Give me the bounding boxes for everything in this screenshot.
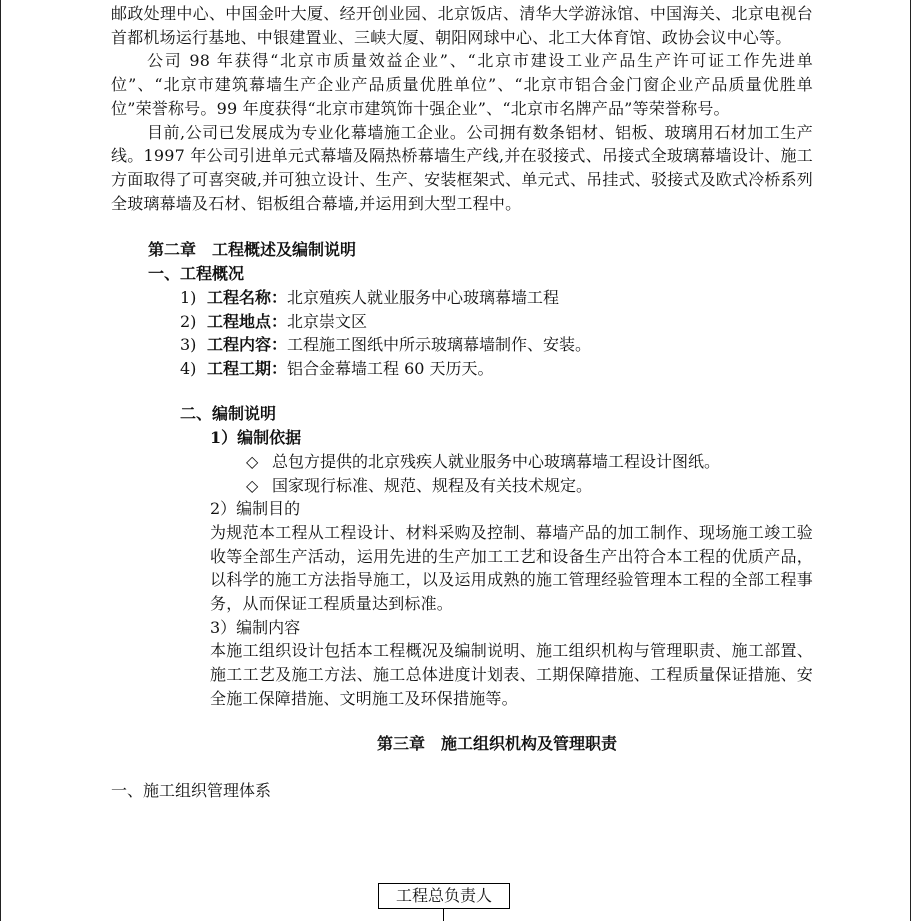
item-value: 北京殖疾人就业服务中心玻璃幕墙工程 (287, 288, 560, 308)
item-label: 工程内容： (207, 335, 288, 355)
list-item: 2) 工程地点：北京崇文区 (180, 311, 368, 331)
diamond-bullet-icon: ◇ (246, 475, 259, 495)
basis-title: 1）编制依据 (210, 428, 302, 448)
item-label: 工程名称： (207, 288, 288, 308)
chapter3-title: 第三章 施工组织机构及管理职责 (376, 734, 617, 754)
list-item: 3) 工程内容：工程施工图纸中所示玻璃幕墙制作、安装。 (180, 335, 592, 355)
item-label: 工程地点： (207, 311, 288, 331)
overview-title: 一、工程概况 (148, 264, 245, 284)
org-chart-top-box: 工程总负责人 (378, 883, 510, 909)
intro-paragraph-honors: 公司 98 年获得“北京市质量效益企业”、“北京市建设工业产品生产许可证工作先进单位”、“北京市建筑幕墙生产企业产品质量优胜单位”、“北京市铝合金门窗企业产品质量优胜单位”荣誉称号。99 年度获得“北京市建筑饰十强企业”、“北京市名牌产品”等荣誉称号。 (111, 51, 813, 118)
compile-title: 二、编制说明 (180, 404, 277, 424)
list-item: ◇ 总包方提供的北京残疾人就业服务中心玻璃幕墙工程设计图纸。 (246, 450, 813, 474)
overview-list (111, 286, 813, 380)
org-chart-connector (443, 909, 444, 921)
intro-paragraph-current: 目前,公司已发展成为专业化幕墙施工企业。公司拥有数条铝材、铝板、玻璃用石材加工生产线。1997 年公司引进单元式幕墙及隔热桥幕墙生产线,并在驳接式、吊接式全玻璃幕墙设计、施工方面取得了可喜突破,并可独立设计、生产、安装框架式、单元式、吊挂式、驳接式及欧式冷桥系列全玻璃幕墙及石材、铝板组合幕墙,并运用到大型工程中。 (111, 122, 813, 213)
list-item: ◇ 国家现行标准、规范、规程及有关技术规定。 (246, 474, 813, 498)
org-system-title: 一、施工组织管理体系 (111, 781, 272, 801)
purpose-paragraph: 为规范本工程从工程设计、材料采购及控制、幕墙产品的加工制作、现场施工竣工验收等全部生产活动，运用先进的生产加工工艺和设备生产出符合本工程的优质产品，以科学的施工方法指导施工，以及运用成熟的施工管理经验管理本工程的全部工程事务，从而保证工程质量达到标准。 (210, 522, 813, 613)
purpose-title: 2）编制目的 (210, 499, 301, 519)
item-value: 工程施工图纸中所示玻璃幕墙制作、安装。 (287, 335, 592, 355)
item-label: 工程工期： (207, 358, 288, 378)
chapter2-title: 第二章 工程概述及编制说明 (148, 240, 357, 260)
list-item: 4) 工程工期：铝合金幕墙工程 60 天历天。 (180, 358, 494, 378)
content-paragraph: 本施工组织设计包括本工程概况及编制说明、施工组织机构与管理职责、施工部置、施工工艺及施工方法、施工总体进度计划表、工期保障措施、工程质量保证措施、安全施工保障措施、文明施工及环保措施等。 (210, 641, 813, 708)
item-value: 铝合金幕墙工程 60 天历天。 (287, 358, 494, 378)
document-body (111, 2, 813, 803)
list-item: 1) 工程名称：北京殖疾人就业服务中心玻璃幕墙工程 (180, 288, 560, 308)
intro-paragraph-continued: 邮政处理中心、中国金叶大厦、经开创业园、北京饭店、清华大学游泳馆、中国海关、北京电视台首都机场运行基地、中银建置业、三峡大厦、朝阳网球中心、北工大体育馆、政协会议中心等。 (111, 4, 813, 47)
item-value: 北京崇文区 (287, 311, 368, 331)
diamond-bullet-icon: ◇ (246, 452, 259, 472)
content-title: 3）编制内容 (210, 617, 301, 637)
basis-bullets (111, 450, 813, 497)
